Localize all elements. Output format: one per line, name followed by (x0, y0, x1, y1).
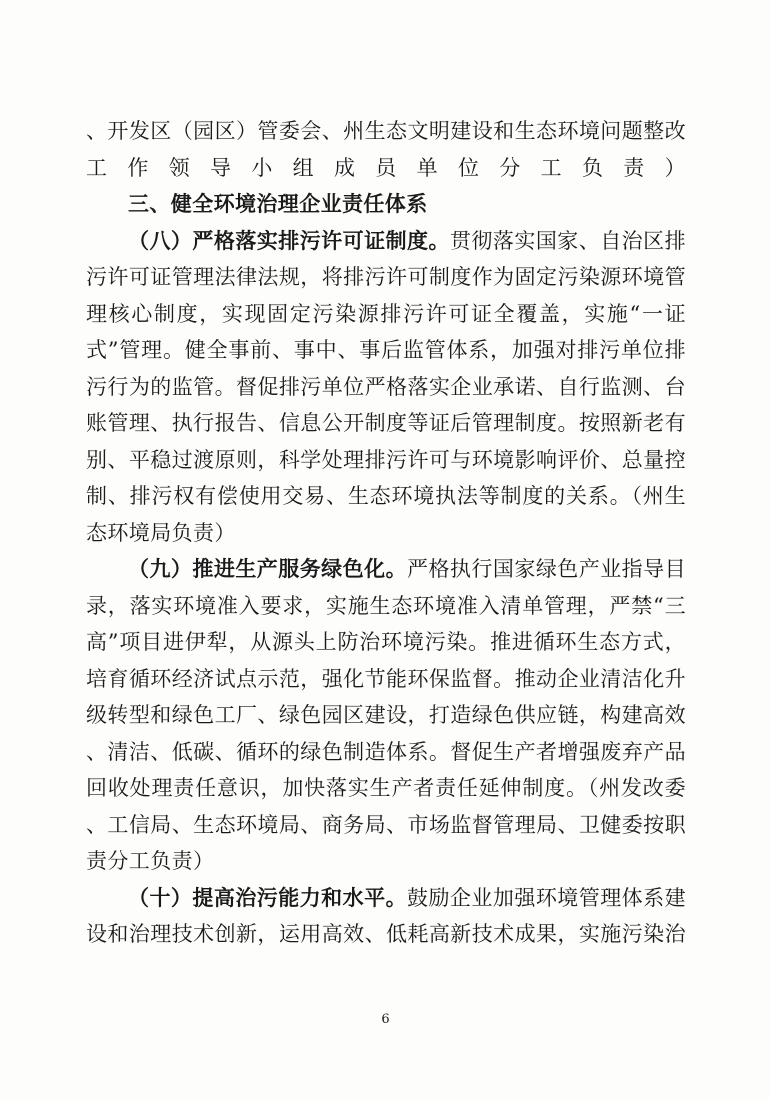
paragraph-line (86, 843, 686, 880)
paragraph-text: 、工信局、生态环境局、商务局、市场监督管理局、卫健委按职 (86, 812, 686, 837)
paragraph-text: 级转型和绿色工厂、绿色园区建设，打造绿色供应链，构建高效 (86, 703, 686, 727)
paragraph-text: 设和治理技术创新，运用高效、低耗高新技术成果，实施污染治 (86, 922, 686, 946)
section-heading-text: 三、健全环境治理企业责任体系 (128, 191, 428, 216)
paragraph-first-line (86, 880, 686, 917)
page-number: 6 (381, 1012, 390, 1027)
paragraph-line (86, 332, 686, 369)
paragraph-line (86, 405, 686, 442)
paragraph-first-line (86, 223, 686, 260)
paragraph-text: 别、平稳过渡原则，科学处理排污许可与环境影响评价、总量控 (86, 447, 686, 472)
paragraph-line (86, 369, 686, 406)
clause-title: （九）推进生产服务绿色化。 (128, 556, 408, 581)
paragraph-text: 、开发区（园区）管委会、州生态文明建设和生态环境问题整改 (86, 119, 686, 143)
paragraph-text: 严格执行国家绿色产业指导目 (407, 557, 686, 581)
paragraph-line (86, 296, 686, 333)
paragraph-line (86, 113, 686, 150)
paragraph-text: 、清洁、低碳、循环的绿色制造体系。督促生产者增强废弃产品 (86, 739, 686, 764)
paragraph-line (86, 916, 686, 953)
paragraph-text: 培育循环经济试点示范，强化节能环保监督。推动企业清洁化升 (86, 666, 686, 691)
paragraph-text: 污行为的监管。督促排污单位严格落实企业承诺、自行监测、台 (86, 374, 686, 399)
document-body (86, 113, 686, 953)
paragraph-text: 鼓励企业加强环境管理体系建 (407, 885, 686, 910)
paragraph-line (86, 807, 686, 844)
paragraph-text: 贯彻落实国家、自治区排 (449, 228, 687, 253)
paragraph-text: 制、排污权有偿使用交易、生态环境执法等制度的关系。（州生 (86, 484, 686, 508)
paragraph-text: 回收处理责任意识，加快落实生产者责任延伸制度。（州发改委 (86, 776, 686, 800)
paragraph-first-line (86, 551, 686, 588)
paragraph-line (86, 697, 686, 734)
paragraph-line (86, 259, 686, 296)
paragraph-text: 态环境局负责） (86, 520, 236, 545)
paragraph-text: 高”项目进伊犁，从源头上防治环境污染。推进循环生态方式， (86, 630, 686, 654)
paragraph-line (86, 624, 686, 661)
paragraph-text: 录，落实环境准入要求，实施生态环境准入清单管理，严禁“三 (86, 593, 686, 618)
paragraph-line (86, 734, 686, 771)
paragraph-line (86, 515, 686, 552)
paragraph-line (86, 661, 686, 698)
paragraph-text: 理核心制度，实现固定污染源排污许可证全覆盖，实施“一证 (86, 301, 686, 326)
paragraph-line (86, 770, 686, 807)
paragraph-text: 式”管理。健全事前、事中、事后监管体系，加强对排污单位排 (86, 338, 686, 362)
paragraph-text: 账管理、执行报告、信息公开制度等证后管理制度。按照新老有 (86, 411, 686, 435)
paragraph-line (86, 588, 686, 625)
paragraph-text: 污许可证管理法律法规，将排污许可制度作为固定污染源环境管 (86, 265, 686, 289)
clause-title: （十）提高治污能力和水平。 (128, 884, 408, 910)
section-heading (86, 186, 686, 223)
paragraph-line (86, 150, 686, 187)
paragraph-line (86, 442, 686, 479)
clause-title: （八）严格落实排污许可证制度。 (128, 227, 450, 253)
paragraph-text: 责分工负责） (86, 849, 215, 873)
paragraph-text: 工作领导小组成员单位分工负责） (86, 155, 686, 180)
paragraph-line (86, 478, 686, 515)
